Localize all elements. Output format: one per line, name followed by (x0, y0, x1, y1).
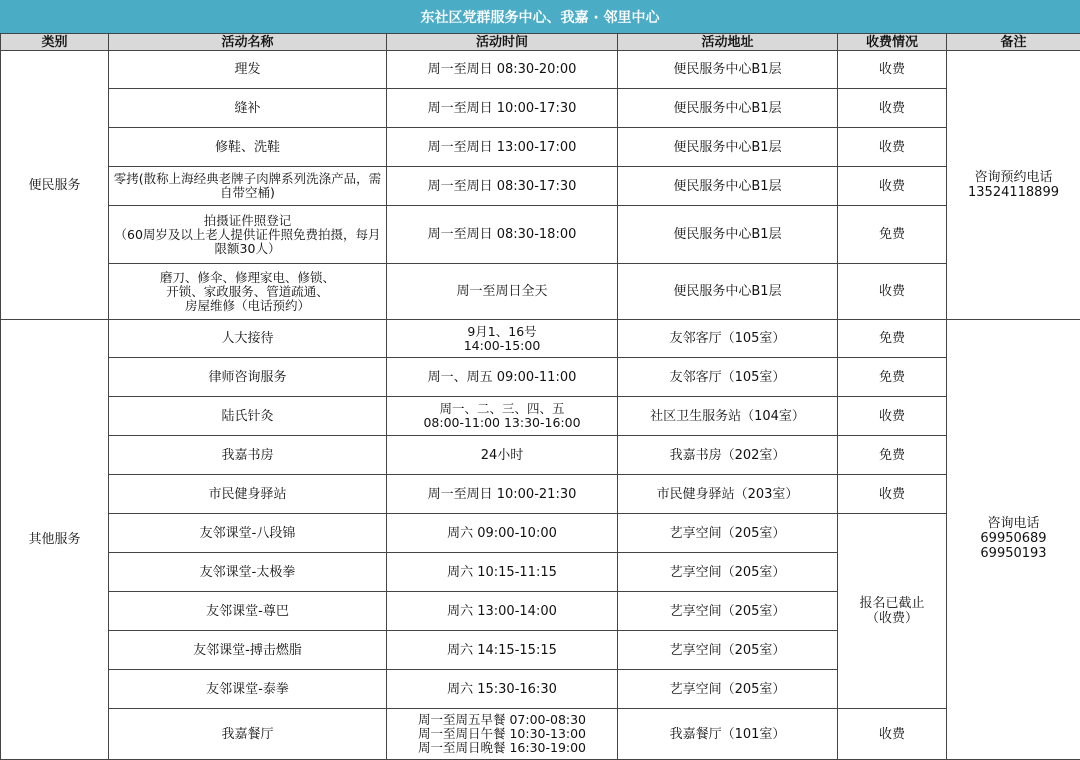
activity-time: 周一至周五早餐 07:00-08:30 周一至周日午餐 10:30-13:00 周一至周日晚餐 16:30-19:00 (387, 709, 618, 760)
table-row (1, 320, 1080, 358)
activity-address: 艺享空间（205室） (618, 514, 838, 553)
activity-time: 周一至周日 08:30-18:00 (387, 206, 618, 264)
activity-time: 周六 13:00-14:00 (387, 592, 618, 631)
activity-time: 周一、二、三、四、五 08:00-11:00 13:30-16:00 (387, 397, 618, 436)
activity-fee: 收费 (838, 709, 947, 760)
activity-fee: 免费 (838, 320, 947, 358)
activity-name: 我嘉餐厅 (109, 709, 387, 760)
table-row (1, 397, 1080, 436)
table-row (1, 709, 1080, 760)
activity-address: 便民服务中心B1层 (618, 51, 838, 89)
activity-name: 友邻课堂-太极拳 (109, 553, 387, 592)
activity-address: 友邻客厅（105室） (618, 358, 838, 397)
activity-name: 理发 (109, 51, 387, 89)
table-row (1, 206, 1080, 264)
activity-address: 艺享空间（205室） (618, 553, 838, 592)
table-row (1, 436, 1080, 475)
activity-time: 周一至周日 10:00-21:30 (387, 475, 618, 514)
activity-time: 周一至周日 08:30-17:30 (387, 167, 618, 206)
activity-name: 陆氏针灸 (109, 397, 387, 436)
activity-time: 周六 10:15-11:15 (387, 553, 618, 592)
activity-address: 友邻客厅（105室） (618, 320, 838, 358)
activity-address: 便民服务中心B1层 (618, 89, 838, 128)
activity-name: 律师咨询服务 (109, 358, 387, 397)
activity-name: 缝补 (109, 89, 387, 128)
table-row (1, 514, 1080, 553)
table-row (1, 264, 1080, 320)
activity-address: 社区卫生服务站（104室） (618, 397, 838, 436)
activity-fee: 收费 (838, 397, 947, 436)
activity-address: 便民服务中心B1层 (618, 167, 838, 206)
category-cell: 便民服务 (1, 51, 109, 320)
table-row (1, 167, 1080, 206)
activity-address: 便民服务中心B1层 (618, 264, 838, 320)
activity-fee: 免费 (838, 436, 947, 475)
activity-time: 周一、周五 09:00-11:00 (387, 358, 618, 397)
activity-time: 9月1、16号 14:00-15:00 (387, 320, 618, 358)
category-cell: 其他服务 (1, 320, 109, 760)
activity-address: 我嘉书房（202室） (618, 436, 838, 475)
activity-address: 便民服务中心B1层 (618, 206, 838, 264)
table-row (1, 89, 1080, 128)
activity-name: 拍摄证件照登记 （60周岁及以上老人提供证件照免费拍摄，每月限额30人） (109, 206, 387, 264)
header-name: 活动名称 (109, 34, 387, 51)
note-cell: 咨询预约电话 13524118899 (947, 51, 1080, 320)
activity-fee: 收费 (838, 475, 947, 514)
activity-fee: 收费 (838, 128, 947, 167)
table-row (1, 358, 1080, 397)
activity-name: 磨刀、修伞、修理家电、修锁、 开锁、家政服务、管道疏通、 房屋维修（电话预约） (109, 264, 387, 320)
note-cell: 咨询电话 69950689 69950193 (947, 320, 1080, 760)
activity-table (0, 33, 1080, 760)
header-fee: 收费情况 (838, 34, 947, 51)
activity-name: 友邻课堂-尊巴 (109, 592, 387, 631)
activity-name: 市民健身驿站 (109, 475, 387, 514)
activity-name: 友邻课堂-泰拳 (109, 670, 387, 709)
activity-address: 市民健身驿站（203室） (618, 475, 838, 514)
activity-address: 便民服务中心B1层 (618, 128, 838, 167)
table-row (1, 475, 1080, 514)
activity-name: 我嘉书房 (109, 436, 387, 475)
header-category: 类别 (1, 34, 109, 51)
activity-name: 友邻课堂-八段锦 (109, 514, 387, 553)
activity-fee: 收费 (838, 167, 947, 206)
table-row (1, 51, 1080, 89)
activity-fee: 收费 (838, 51, 947, 89)
activity-time: 周一至周日全天 (387, 264, 618, 320)
activity-address: 艺享空间（205室） (618, 670, 838, 709)
header-row (1, 34, 1080, 51)
activity-time: 周六 09:00-10:00 (387, 514, 618, 553)
page-title: 东社区党群服务中心、我嘉 · 邻里中心 (0, 0, 1080, 33)
activity-time: 周一至周日 13:00-17:00 (387, 128, 618, 167)
header-note: 备注 (947, 34, 1080, 51)
activity-time: 周六 15:30-16:30 (387, 670, 618, 709)
table-row (1, 128, 1080, 167)
header-address: 活动地址 (618, 34, 838, 51)
activity-address: 我嘉餐厅（101室） (618, 709, 838, 760)
activity-address: 艺享空间（205室） (618, 592, 838, 631)
activity-fee: 免费 (838, 206, 947, 264)
activity-fee: 收费 (838, 89, 947, 128)
activity-time: 周一至周日 08:30-20:00 (387, 51, 618, 89)
activity-fee: 免费 (838, 358, 947, 397)
activity-time: 周一至周日 10:00-17:30 (387, 89, 618, 128)
fee-merged-cell: 报名已截止 （收费） (838, 514, 947, 709)
activity-name: 修鞋、洗鞋 (109, 128, 387, 167)
activity-name: 零拷(散称上海经典老牌子肉牌系列洗涤产品，需自带空桶) (109, 167, 387, 206)
header-time: 活动时间 (387, 34, 618, 51)
activity-name: 友邻课堂-搏击燃脂 (109, 631, 387, 670)
activity-fee: 收费 (838, 264, 947, 320)
activity-address: 艺享空间（205室） (618, 631, 838, 670)
activity-time: 周六 14:15-15:15 (387, 631, 618, 670)
activity-time: 24小时 (387, 436, 618, 475)
activity-name: 人大接待 (109, 320, 387, 358)
